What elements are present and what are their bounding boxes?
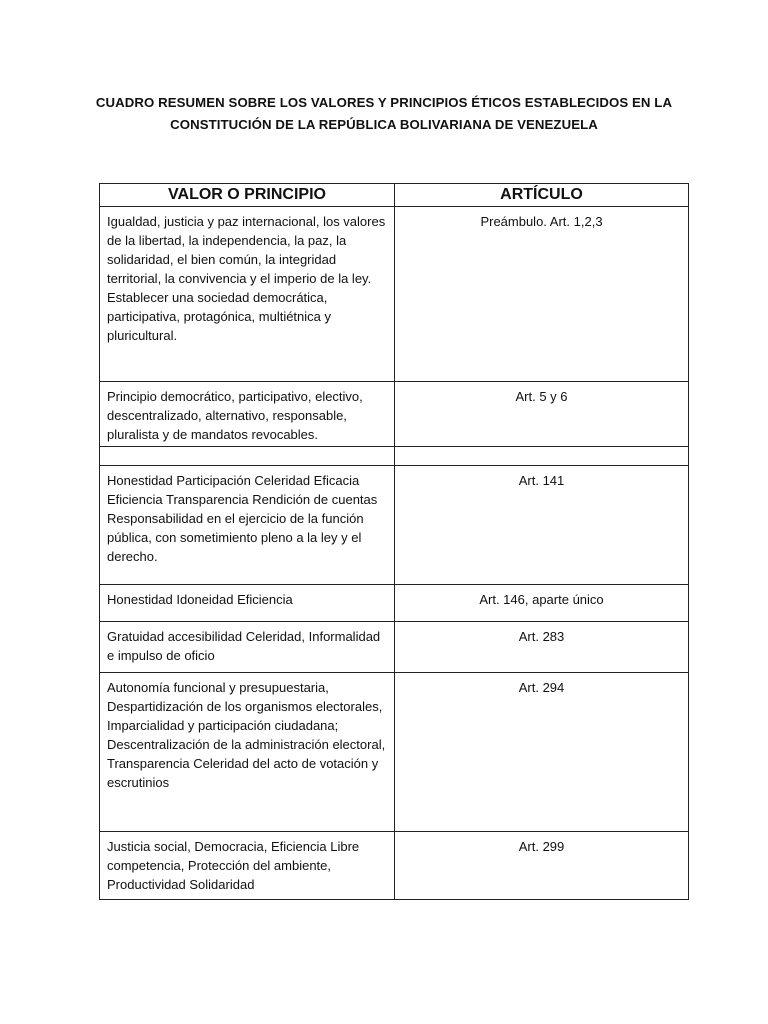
table-row — [100, 466, 689, 585]
valor-cell: Honestidad Participación Celeridad Eficacia Eficiencia Transparencia Rendición de cuentas Responsabilidad en el ejercicio de la función pública, con sometimiento pleno a la ley y el derecho. — [100, 466, 395, 585]
table-row — [100, 585, 689, 622]
articulo-cell: Art. 283 — [395, 622, 689, 673]
table-row — [100, 382, 689, 447]
valor-cell — [100, 447, 395, 466]
table-row — [100, 673, 689, 832]
articulo-cell: Art. 141 — [395, 466, 689, 585]
header-articulo: ARTÍCULO — [395, 184, 689, 207]
valor-cell: Autonomía funcional y presupuestaria, Despartidización de los organismos electorales, Imparcialidad y participación ciudadana; Descentralización de la administración electoral, Transparencia Celeridad del acto de votación y escrutinios — [100, 673, 395, 832]
valor-cell: Igualdad, justicia y paz internacional, los valores de la libertad, la independencia, la paz, la solidaridad, el bien común, la integridad territorial, la convivencia y el imperio de la ley. Establecer una sociedad democrática, participativa, protagónica, multiétnica y pluricultural. — [100, 207, 395, 382]
valor-cell: Honestidad Idoneidad Eficiencia — [100, 585, 395, 622]
table-row-empty — [100, 447, 689, 466]
table-row — [100, 622, 689, 673]
articulo-cell — [395, 447, 689, 466]
articulo-cell: Preámbulo. Art. 1,2,3 — [395, 207, 689, 382]
articulo-cell: Art. 146, aparte único — [395, 585, 689, 622]
title-line-1: CUADRO RESUMEN SOBRE LOS VALORES Y PRINCIPIOS ÉTICOS ESTABLECIDOS EN LA — [95, 95, 673, 110]
articulo-cell: Art. 294 — [395, 673, 689, 832]
valor-cell: Gratuidad accesibilidad Celeridad, Informalidad e impulso de oficio — [100, 622, 395, 673]
document-title — [90, 92, 678, 136]
articulo-cell: Art. 299 — [395, 832, 689, 900]
table-row — [100, 207, 689, 382]
articulo-cell: Art. 5 y 6 — [395, 382, 689, 447]
table-row — [100, 832, 689, 900]
table-header-row — [100, 184, 689, 207]
valor-cell: Justicia social, Democracia, Eficiencia Libre competencia, Protección del ambiente, Productividad Solidaridad — [100, 832, 395, 900]
title-line-2: CONSTITUCIÓN DE LA REPÚBLICA BOLIVARIANA DE VENEZUELA — [170, 117, 598, 132]
header-valor-principio: VALOR O PRINCIPIO — [100, 184, 395, 207]
valor-cell: Principio democrático, participativo, electivo, descentralizado, alternativo, responsable, pluralista y de mandatos revocables. — [100, 382, 395, 447]
values-principles-table — [99, 183, 689, 900]
